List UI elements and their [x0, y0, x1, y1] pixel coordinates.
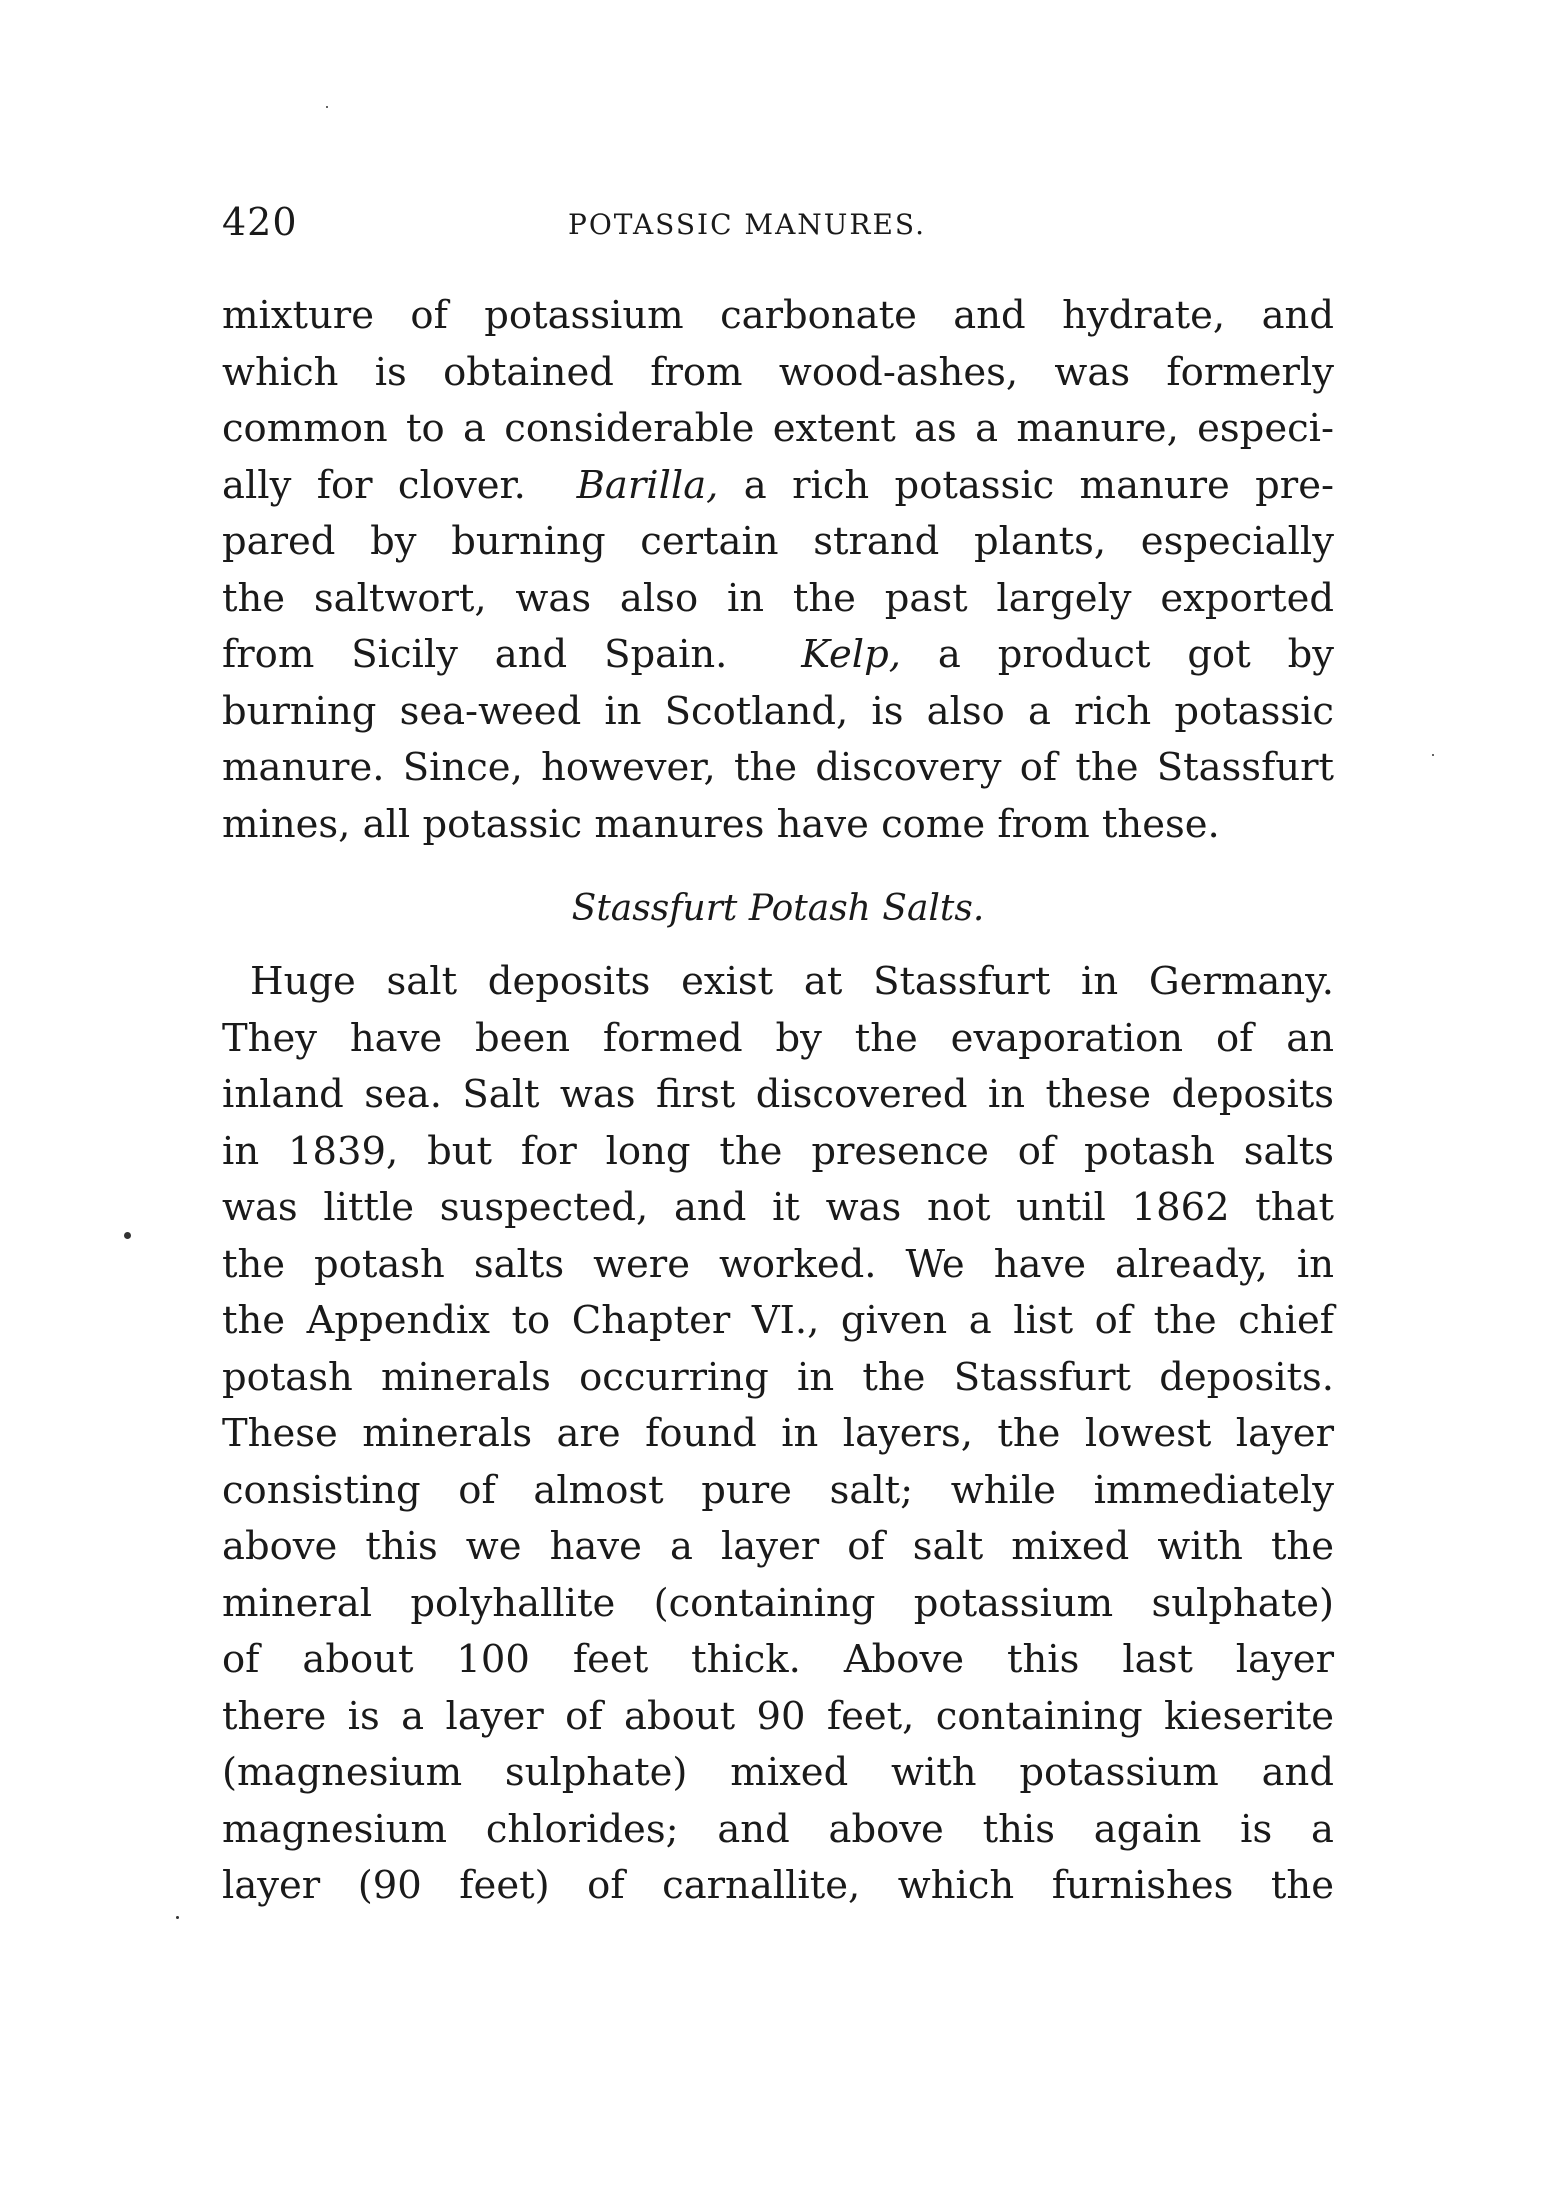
text-line: the Appendix to Chapter VI., given a list of the chief [222, 1298, 1334, 1343]
text-fragment: a rich potassic manure pre- [743, 462, 1335, 508]
text-line: mines, all potassic manures have come from these. [222, 801, 1220, 847]
text-line: magnesium chlorides; and above this again is a [222, 1806, 1334, 1852]
text-line: common to a considerable extent as a manure, especi- [222, 406, 1334, 451]
text-line: potash minerals occurring in the Stassfurt deposits. [222, 1354, 1334, 1400]
running-head: POTASSIC MANURES. [568, 208, 927, 241]
text-line: there is a layer of about 90 feet, containing kieserite [222, 1693, 1334, 1739]
scan-speck [176, 1916, 179, 1919]
text-line: which is obtained from wood-ashes, was formerly [222, 349, 1334, 395]
text-fragment: from Sicily and Spain. [222, 632, 728, 677]
text-fragment: a product got by [937, 632, 1334, 677]
text-line: manure. Since, however, the discovery of the Stassfurt [222, 745, 1334, 790]
text-line: Huge salt deposits exist at Stassfurt in Germany. [250, 959, 1334, 1004]
text-line: These minerals are found in layers, the lowest layer [222, 1411, 1334, 1456]
scan-speck [326, 106, 328, 108]
text-line: mixture of potassium carbonate and hydrate, and [222, 293, 1334, 338]
text-line: mineral polyhallite (containing potassium sulphate) [222, 1580, 1334, 1626]
text-line: the saltwort, was also in the past largely exported [222, 575, 1334, 621]
text-line: consisting of almost pure salt; while immediately [222, 1467, 1334, 1513]
text-line: layer (90 feet) of carnallite, which furnishes the [222, 1863, 1334, 1908]
section-heading: Stassfurt Potash Salts. [571, 888, 985, 929]
text-line: the potash salts were worked. We have already, in [222, 1241, 1334, 1287]
paragraph-1 [222, 288, 1334, 853]
text-fragment: ally for clover. [222, 462, 526, 508]
text-line [222, 627, 1334, 684]
scan-speck [124, 1232, 131, 1239]
paragraph-2 [222, 954, 1334, 1915]
page-header [222, 200, 1334, 250]
text-line: above this we have a layer of salt mixed with the [222, 1524, 1334, 1569]
page-number: 420 [222, 200, 298, 244]
text-line: They have been formed by the evaporation of an [222, 1015, 1334, 1061]
text-line [222, 458, 1334, 515]
text-line: in 1839, but for long the presence of potash salts [222, 1128, 1334, 1174]
scan-speck [1432, 754, 1434, 756]
italic-term-barilla: Barilla, [576, 462, 719, 508]
text-line: (magnesium sulphate) mixed with potassium and [222, 1750, 1334, 1795]
text-line: inland sea. Salt was first discovered in these deposits [222, 1072, 1334, 1117]
text-line: burning sea-weed in Scotland, is also a rich potassic [222, 688, 1334, 734]
text-line: of about 100 feet thick. Above this last layer [222, 1637, 1334, 1682]
italic-term-kelp: Kelp, [801, 632, 901, 677]
text-line: was little suspected, and it was not until 1862 that [222, 1185, 1334, 1230]
text-line: pared by burning certain strand plants, especially [222, 519, 1334, 564]
